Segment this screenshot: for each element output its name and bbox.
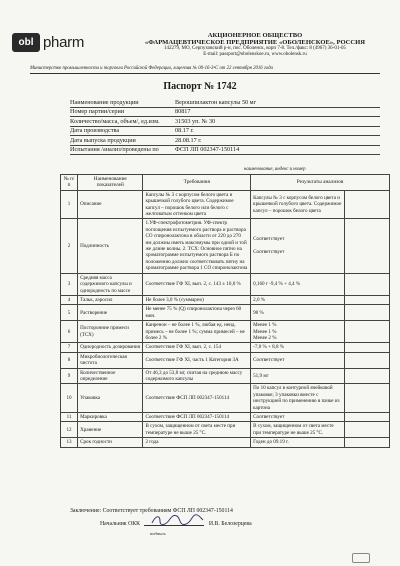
info-value: 08.17 г. xyxy=(175,127,194,134)
license-line: Министерство промышленности и торговли Российской Федерации, лицензия № 00-16-3•С от 22 сентября 2016 года xyxy=(30,66,273,71)
row-num-cell: 9 xyxy=(61,368,78,384)
row-extra-cell xyxy=(344,368,389,384)
row-extra-cell xyxy=(344,352,389,368)
company-header xyxy=(120,32,390,58)
row-result-cell: Капсулы № 3 с корпусом белого цвета и крышечкой голубого цвета. Содержимое капсул – порошок белого цвета xyxy=(251,190,345,219)
info-row xyxy=(70,117,380,127)
info-value: ФСП ЛП 002347-150114 xyxy=(175,146,240,153)
row-result-cell: 51,9 мг xyxy=(251,368,345,384)
row-requirement-cell: Капсулы № 3 с корпусом белого цвета и крышечкой голубого цвета. Содержимое капсул – порошок белого или белого с желтоватым оттенком цвета xyxy=(143,190,251,219)
row-name-cell: Срок годности xyxy=(78,438,143,447)
info-label: Дата производства xyxy=(70,127,120,134)
table-row xyxy=(61,295,390,304)
row-name-cell: Количественное определение xyxy=(78,368,143,384)
row-result-cell: По 10 капсул в контурной ячейковой упаковке; 3 упаковки вместе с инструкцией по применению в пачке из картона xyxy=(251,384,345,413)
table-row xyxy=(61,368,390,384)
row-num-cell: 10 xyxy=(61,384,78,413)
row-num-cell: 12 xyxy=(61,422,78,438)
company-logo xyxy=(12,33,122,53)
info-label: Наименование продукции xyxy=(70,98,139,106)
row-result-cell: -7,8 % + 8,8 % xyxy=(251,343,345,352)
row-extra-cell xyxy=(344,295,389,304)
info-label: Количество/масса, объем/, ед.изм. xyxy=(70,117,160,125)
row-result-cell: Соответствует xyxy=(251,413,345,422)
info-value: 31503 уп. № 30 xyxy=(175,117,216,125)
row-extra-cell xyxy=(344,321,389,343)
table-body xyxy=(61,190,390,447)
header-name: Наименование показателей xyxy=(78,175,143,191)
handwritten-signature xyxy=(148,513,206,527)
row-requirement-cell: 1.УФ-спектрофотометрия. УФ-спектр поглощения испытуемого раствора и раствора СО спиронолактона в области от 220 до 270 нм должны иметь максимумы при одной и той же длине волны. 2. ТСХ: Основное пятно на хроматограмме испытуемого раствора Б по положению должно соответствовать пятну на хроматограмме раствора 1 СО спиронолактона xyxy=(143,219,251,273)
info-note: наименование, индекс и номер xyxy=(244,167,306,172)
info-row xyxy=(70,98,380,108)
row-name-cell: Посторонние примеси (ТСХ) xyxy=(78,321,143,343)
table-row xyxy=(61,343,390,352)
info-row xyxy=(70,136,380,146)
row-result-cell: Соответствует xyxy=(251,352,345,368)
table-row xyxy=(61,305,390,321)
company-type: АКЦИОНЕРНОЕ ОБЩЕСТВО xyxy=(207,32,303,39)
logo-word: pharm xyxy=(43,34,85,51)
row-name-cell: Тальк, аэросил xyxy=(78,295,143,304)
row-extra-cell xyxy=(344,422,389,438)
row-name-cell: Упаковка xyxy=(78,384,143,413)
table-row xyxy=(61,384,390,413)
row-num-cell: 11 xyxy=(61,413,78,422)
table-row xyxy=(61,438,390,447)
row-name-cell: Подлинность xyxy=(78,219,143,273)
info-value: Верошпилактон капсулы 50 мг xyxy=(175,98,257,106)
table-row xyxy=(61,190,390,219)
row-name-cell: Микробиологическая чистота xyxy=(78,352,143,368)
row-num-cell: 13 xyxy=(61,438,78,447)
table-row xyxy=(61,321,390,343)
row-name-cell: Хранение xyxy=(78,422,143,438)
table-row xyxy=(61,219,390,273)
row-name-cell: Описание xyxy=(78,190,143,219)
row-extra-cell xyxy=(344,219,389,273)
row-name-cell: Маркировка xyxy=(78,413,143,422)
row-result-cell: В сухом, защищенном от света месте при температуре не выше 25 °С. xyxy=(251,422,345,438)
analysis-table xyxy=(60,174,390,448)
info-label: Испытания /анализ/проведены по xyxy=(70,146,159,153)
row-requirement-cell: Канренон – не более 1 %, любая ед. неид. примесь – не более 1 %; сумма примесей – не более 2 % xyxy=(143,321,251,343)
header-res: Результаты анализов xyxy=(251,175,390,191)
row-num-cell: 6 xyxy=(61,321,78,343)
info-value: 28.08.17 г. xyxy=(175,136,202,144)
row-num-cell: 8 xyxy=(61,352,78,368)
row-requirement-cell: Соответствие ГФ XI, вып. 2, с. 143 ± 10,0 % xyxy=(143,273,251,295)
info-value: 80817 xyxy=(175,108,191,115)
header-req: Требования xyxy=(143,175,251,191)
row-result-cell: 2,0 % xyxy=(251,295,345,304)
conclusion: Заключение: Соответствует требованиям ФСП ЛП 002347-150114 xyxy=(70,508,233,514)
info-label: Номер партии/серии xyxy=(70,108,125,115)
stamp-mark xyxy=(352,553,370,563)
info-row xyxy=(70,108,380,118)
row-extra-cell xyxy=(344,273,389,295)
company-contacts: E-mail: passport@obolenskoe.ru, www.obolensk.ru xyxy=(203,52,307,57)
signature-caption: подпись xyxy=(150,531,166,536)
info-row xyxy=(70,146,380,156)
row-num-cell: 7 xyxy=(61,343,78,352)
row-requirement-cell: Соответствие ГФ XI, вып. 2, с. 154 xyxy=(143,343,251,352)
chief-label: Начальник ОКК xyxy=(100,521,140,527)
row-extra-cell xyxy=(344,384,389,413)
table-row xyxy=(61,422,390,438)
row-name-cell: Средняя масса содержимого капсулы и однородность по массе xyxy=(78,273,143,295)
info-row xyxy=(70,127,380,137)
row-result-cell: Соответствует Соответствует xyxy=(251,219,345,273)
product-info xyxy=(70,98,380,155)
row-num-cell: 2 xyxy=(61,219,78,273)
header-num: № п/п xyxy=(61,175,78,191)
passport-title: Паспорт № 1742 xyxy=(163,81,237,92)
table-row xyxy=(61,413,390,422)
row-requirement-cell: Соответствие ФСП ЛП 002347-150114 xyxy=(143,384,251,413)
row-result-cell: 0,160 г -9,4 % + 4,4 % xyxy=(251,273,345,295)
row-requirement-cell: Не более 3,0 % (суммарно) xyxy=(143,295,251,304)
row-extra-cell xyxy=(344,305,389,321)
row-num-cell: 5 xyxy=(61,305,78,321)
row-name-cell: Однородность дозирования xyxy=(78,343,143,352)
row-requirement-cell: Не менее 75 % (Q) спиронолактона через 60 мин. xyxy=(143,305,251,321)
table-row xyxy=(61,273,390,295)
row-result-cell: Менее 1 % Менее 1 % Менее 2 % xyxy=(251,321,345,343)
row-num-cell: 4 xyxy=(61,295,78,304)
row-requirement-cell: В сухом, защищенном от света месте при температуре не выше 25 °С. xyxy=(143,422,251,438)
row-result-cell: Годен до 09.19 г. xyxy=(251,438,345,447)
row-requirement-cell: 2 года xyxy=(143,438,251,447)
chief-name: И.В. Белозерцева xyxy=(208,521,252,527)
company-address: 142279, МО, Серпуховский р-н, пос. Оболенск, корп 7-8. Тел./факс: 8 (4967) 36-01-05 xyxy=(164,46,346,51)
row-num-cell: 3 xyxy=(61,273,78,295)
row-requirement-cell: От 46,3 до 53,8 мг, считая на среднюю массу содержимого капсулы xyxy=(143,368,251,384)
row-name-cell: Растворение xyxy=(78,305,143,321)
logo-mark: obl xyxy=(12,33,40,52)
header-divider xyxy=(30,73,380,74)
row-requirement-cell: Соответствие ФСП ЛП 002347-150114 xyxy=(143,413,251,422)
row-extra-cell xyxy=(344,190,389,219)
table-header-row xyxy=(61,175,390,191)
row-num-cell: 1 xyxy=(61,190,78,219)
row-extra-cell xyxy=(344,343,389,352)
table-row xyxy=(61,352,390,368)
row-result-cell: 98 % xyxy=(251,305,345,321)
company-name: «ФАРМАЦЕВТИЧЕСКОЕ ПРЕДПРИЯТИЕ «ОБОЛЕНСКОЕ», РОССИЯ xyxy=(144,39,366,46)
row-extra-cell xyxy=(344,413,389,422)
row-extra-cell xyxy=(344,438,389,447)
info-label: Дата выпуска продукции xyxy=(70,136,136,144)
row-requirement-cell: Соответствие ГФ XI, часть 1 Категория 3А xyxy=(143,352,251,368)
